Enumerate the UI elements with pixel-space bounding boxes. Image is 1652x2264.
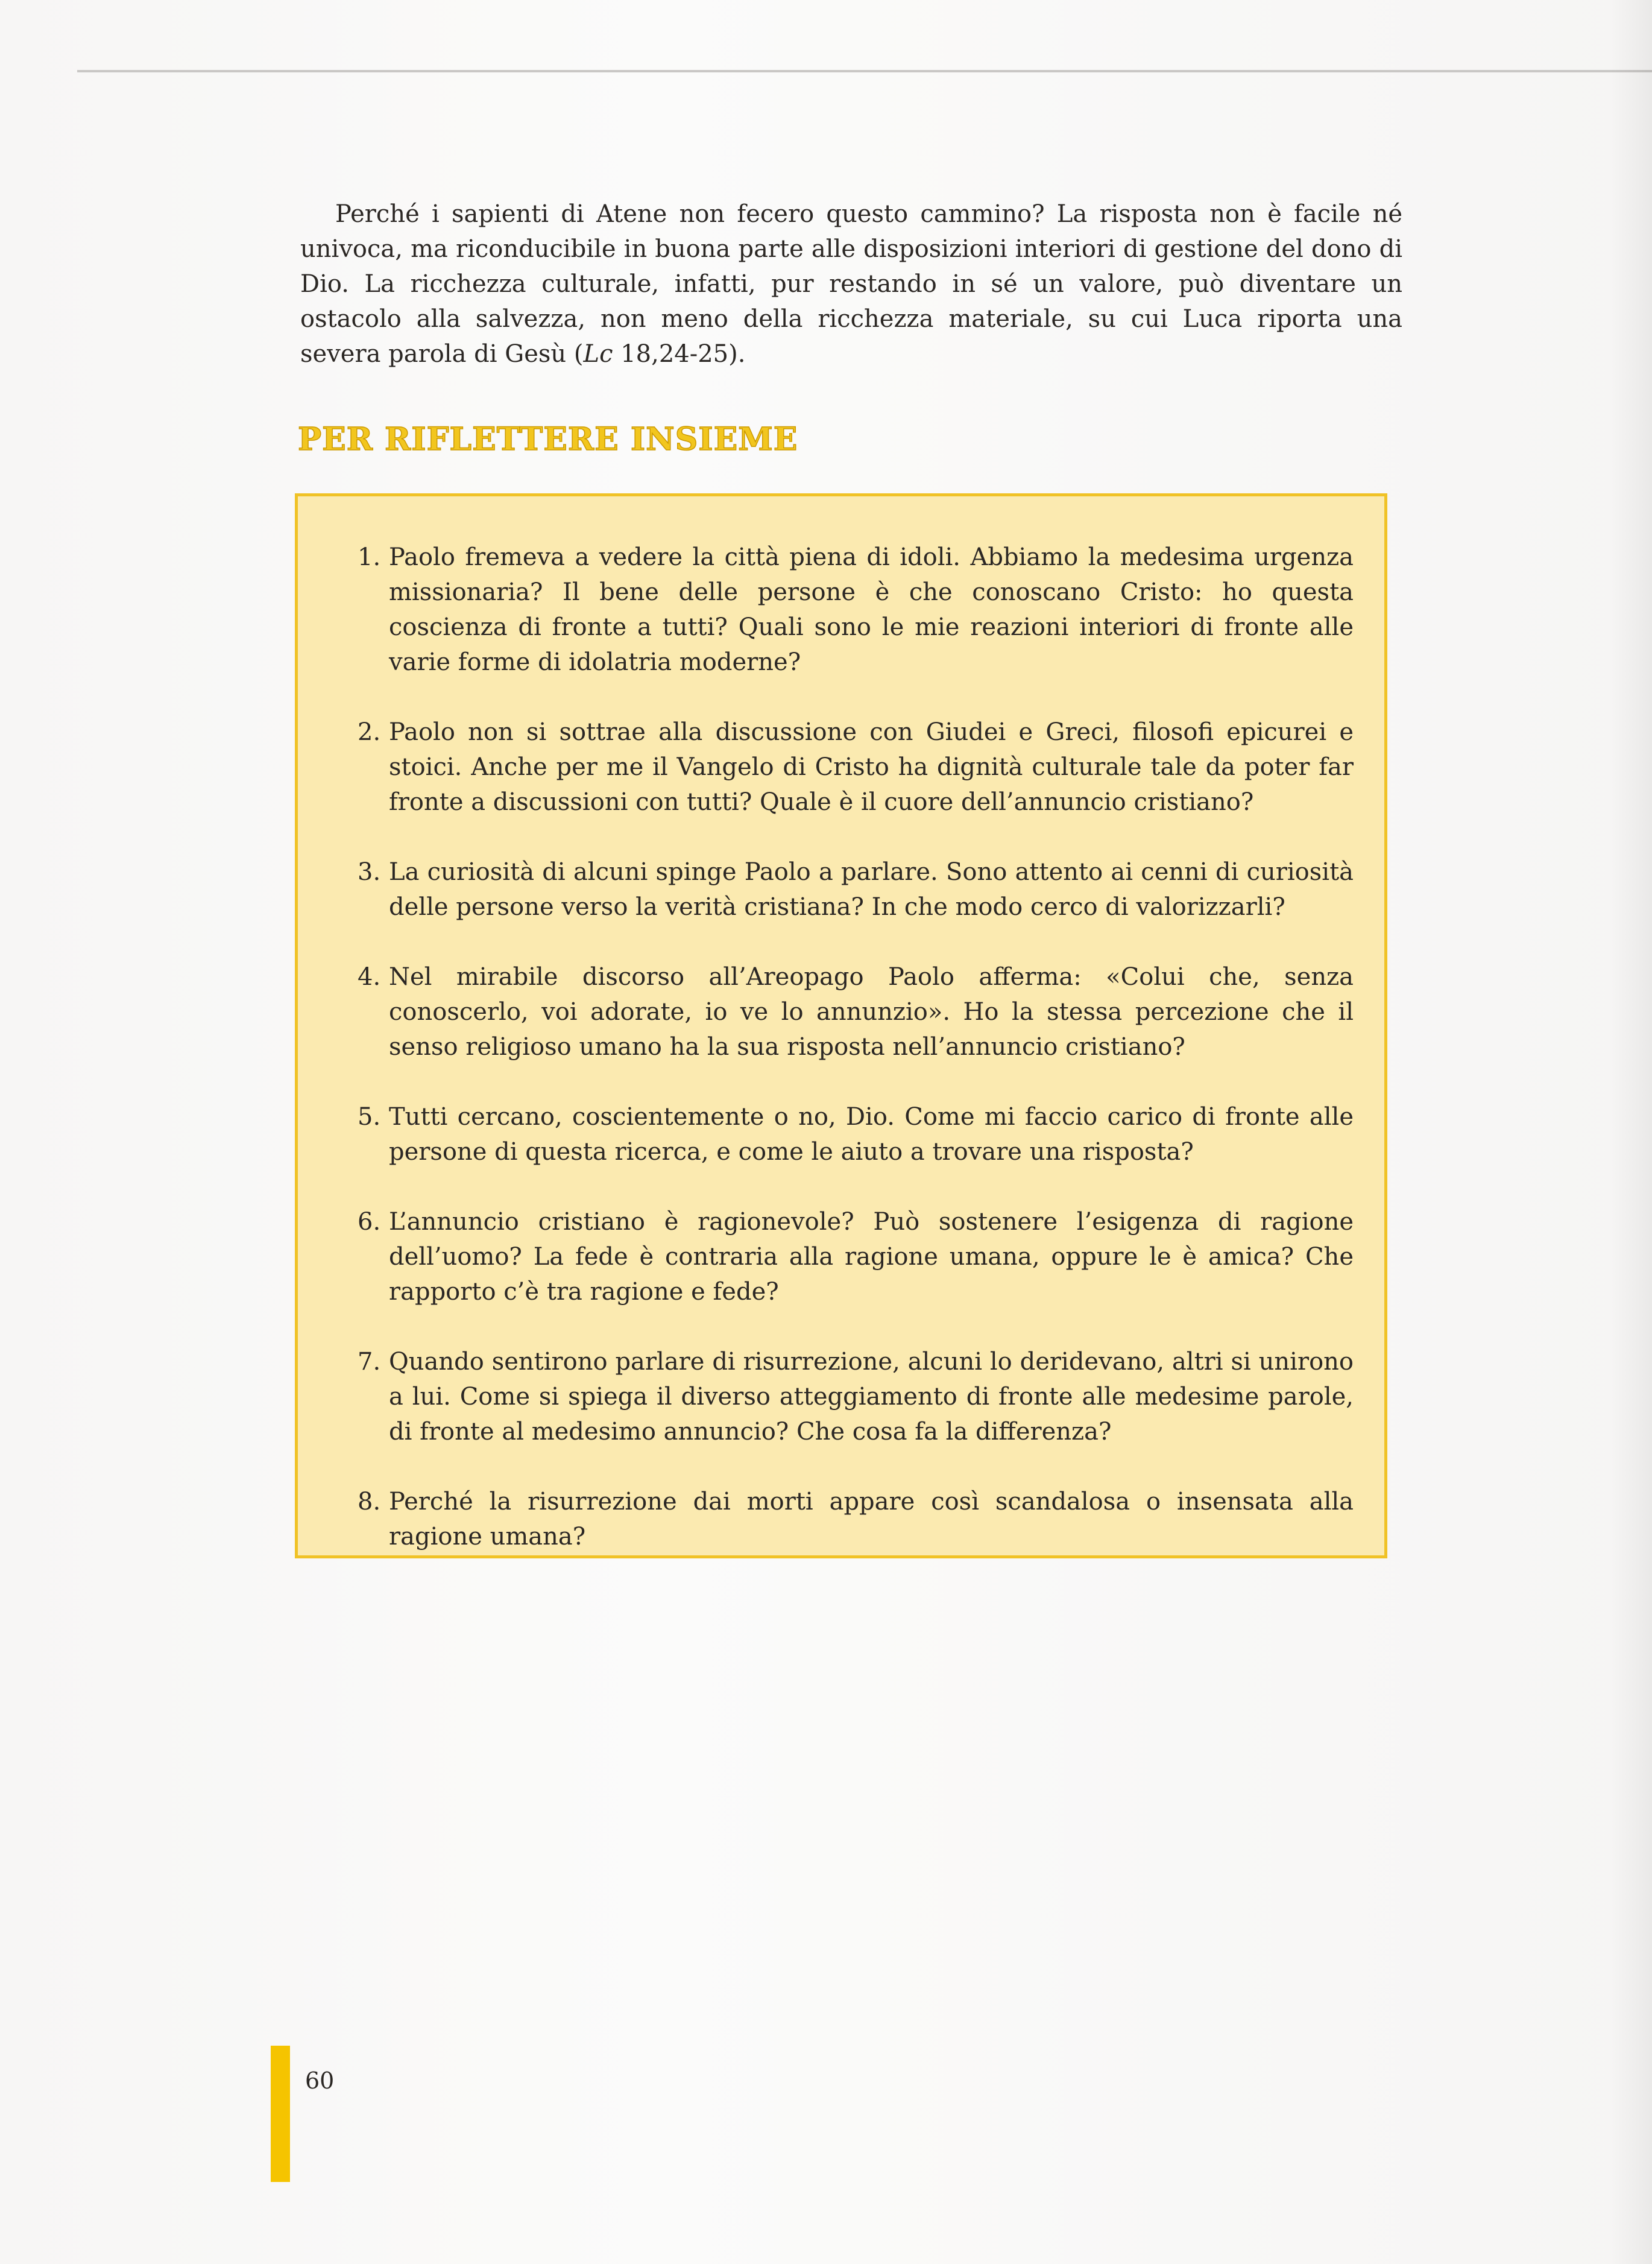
questions-box (295, 493, 1387, 1558)
question-item (358, 960, 1354, 1064)
intro-paragraph-body: Perché i sapienti di Atene non fecero questo cammino? La risposta non è facile né univoca, ma riconducibile in buona parte alle disposizioni interiori di gestione del dono di Dio. La ricchezza culturale, infatti, pur restando in sé un valore, può diventare un ostacolo alla salvezza, non meno della ricchezza materiale, su cui Luca riporta una severa parola di Gesù ( (300, 200, 1402, 368)
intro-text (300, 197, 1402, 372)
question-item (358, 715, 1354, 820)
question-number: 4. (358, 963, 381, 991)
question-text: Nel mirabile discorso all’Areopago Paolo afferma: «Colui che, senza conoscerlo, voi adorate, io ve lo annunzio». Ho la stessa percezione che il senso religioso umano ha la sua risposta nell’annuncio cristiano? (389, 963, 1354, 1061)
question-text: L’annuncio cristiano è ragionevole? Può sostenere l’esigenza di ragione dell’uomo? La fede è contraria alla ragione umana, oppure le è amica? Che rapporto c’è tra ragione e fede? (389, 1208, 1354, 1306)
question-text: Quando sentirono parlare di risurrezione, alcuni lo deridevano, altri si unirono a lui. Come si spiega il diverso atteggiamento di fronte alle medesime parole, di fronte al medesimo annuncio? Che cosa fa la differenza? (389, 1348, 1354, 1446)
question-text: Tutti cercano, coscientemente o no, Dio. Come mi faccio carico di fronte alle persone di questa ricerca, e come le aiuto a trovare una risposta? (389, 1103, 1354, 1166)
question-number: 3. (358, 858, 381, 886)
question-text: La curiosità di alcuni spinge Paolo a parlare. Sono attento ai cenni di curiosità delle persone verso la verità cristiana? In che modo cerco di valorizzarli? (389, 858, 1354, 921)
question-text: Paolo non si sottrae alla discussione con Giudei e Greci, filosofi epicurei e stoici. Anche per me il Vangelo di Cristo ha dignità culturale tale da poter far fronte a discussioni con tutti? Quale è il cuore dell’annuncio cristiano? (389, 718, 1354, 816)
top-rule (77, 70, 1652, 72)
question-number: 6. (358, 1208, 381, 1236)
page-edge-shadow (1610, 0, 1652, 2264)
question-number: 8. (358, 1488, 381, 1516)
question-item (358, 855, 1354, 925)
intro-reference-verses: 18,24-25). (613, 340, 746, 368)
question-item (358, 540, 1354, 680)
questions-list (358, 540, 1354, 1589)
question-item (358, 1484, 1354, 1554)
page-number: 60 (305, 2067, 335, 2094)
page-number-bar (271, 2046, 290, 2182)
question-text: Paolo fremeva a vedere la città piena di idoli. Abbiamo la medesima urgenza missionaria? Il bene delle persone è che conoscano Cristo: ho questa coscienza di fronte a tutti? Quali sono le mie reazioni interiori di fronte alle varie forme di idolatria moderne? (389, 543, 1354, 676)
intro-reference-book: Lc (583, 340, 613, 368)
section-title: PER RIFLETTERE INSIEME (298, 421, 798, 458)
question-item (358, 1344, 1354, 1449)
question-text: Perché la risurrezione dai morti appare così scandalosa o insensata alla ragione umana? (389, 1488, 1354, 1551)
question-item (358, 1099, 1354, 1169)
question-number: 2. (358, 718, 381, 746)
question-number: 5. (358, 1103, 381, 1131)
question-number: 7. (358, 1348, 381, 1376)
question-number: 1. (358, 543, 381, 571)
intro-paragraph (300, 197, 1402, 372)
question-item (358, 1204, 1354, 1309)
